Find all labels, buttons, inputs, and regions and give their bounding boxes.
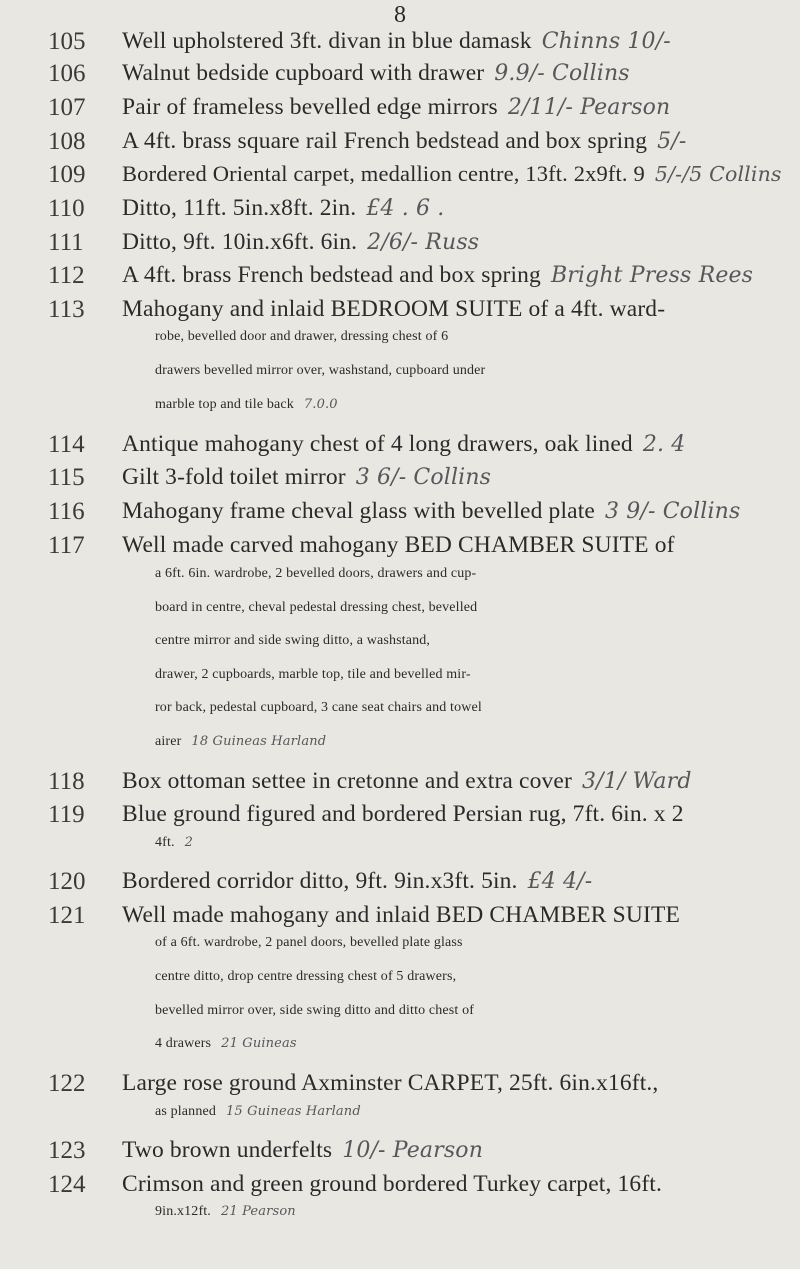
lot-description-line (155, 566, 800, 582)
lot-description-line (155, 363, 800, 379)
handwritten-annotation: 18 Guineas Harland (191, 734, 327, 749)
lot-description-text: Box ottoman settee in cretonne and extra cover (122, 768, 572, 794)
lot-number: 118 (48, 768, 85, 795)
lot-description-line (122, 128, 772, 155)
lot-description-line (122, 262, 772, 289)
lot-description-text: airer (155, 734, 182, 749)
lot-number: 119 (48, 801, 85, 828)
lot-number: 108 (48, 128, 86, 155)
lot-number: 120 (48, 868, 86, 895)
lot-number: 117 (48, 532, 85, 559)
lot-description-text: Bordered Oriental carpet, medallion centre, 13ft. 2x9ft. 9 (122, 161, 645, 186)
handwritten-annotation: 9.9/- Collins (494, 61, 630, 86)
page-number: 8 (394, 2, 406, 28)
lot-description-line (122, 464, 772, 491)
lot-number: 116 (48, 498, 85, 525)
lot-description-text: Two brown underfelts (122, 1137, 333, 1163)
lot-description-line (122, 1137, 772, 1164)
lot-description-text: drawers bevelled mirror over, washstand, cupboard under (155, 363, 486, 378)
handwritten-annotation: 2. 4 (642, 432, 686, 457)
lot-description-text: Blue ground figured and bordered Persian rug, 7ft. 6in. x 2 (122, 801, 684, 827)
lot-description-text: Well made carved mahogany BED CHAMBER SUITE of (122, 532, 675, 558)
lot-description-text: drawer, 2 cupboards, marble top, tile and bevelled mir- (155, 667, 471, 682)
lot-description-text: Mahogany and inlaid BEDROOM SUITE of a 4ft. ward- (122, 296, 666, 322)
lot-description-text: Crimson and green ground bordered Turkey carpet, 16ft. (122, 1171, 662, 1197)
lot-description-text: 4 drawers (155, 1036, 212, 1051)
lot-description-text: Gilt 3-fold toilet mirror (122, 464, 346, 490)
lot-description-line (122, 60, 772, 87)
lot-description-line (155, 667, 800, 683)
lot-description-line (122, 94, 772, 121)
lot-description-text: Ditto, 9ft. 10in.x6ft. 6in. (122, 229, 358, 255)
lot-number: 109 (48, 161, 86, 188)
lot-number: 122 (48, 1070, 86, 1097)
handwritten-annotation: Bright Press Rees (550, 263, 754, 288)
lot-description-line (122, 768, 772, 795)
lot-description-text: ror back, pedestal cupboard, 3 cane seat chairs and towel (155, 700, 482, 715)
lot-description-text: Large rose ground Axminster CARPET, 25ft. 6in.x16ft., (122, 1070, 659, 1096)
lot-description-text: Walnut bedside cupboard with drawer (122, 60, 485, 86)
handwritten-annotation: 2 (184, 835, 194, 850)
handwritten-annotation: 3/1/ Ward (581, 769, 692, 794)
lot-description-text: centre mirror and side swing ditto, a washstand, (155, 633, 431, 648)
lot-description-text: Well upholstered 3ft. divan in blue damask (122, 28, 532, 54)
lot-description-line (122, 801, 772, 828)
lot-description-line (155, 1003, 800, 1019)
handwritten-annotation: £4 . 6 . (366, 196, 445, 221)
lot-description-text: centre ditto, drop centre dressing chest of 5 drawers, (155, 969, 457, 984)
lot-number: 106 (48, 60, 86, 87)
lot-description-line (155, 734, 800, 750)
lot-description-text: of a 6ft. wardrobe, 2 panel doors, bevelled plate glass (155, 935, 463, 950)
handwritten-annotation: 2/6/- Russ (367, 230, 480, 255)
lot-description-line (122, 902, 772, 929)
lot-description-line (155, 1036, 800, 1052)
lot-number: 123 (48, 1137, 86, 1164)
handwritten-annotation: 7.0.0 (303, 397, 338, 412)
lot-description-text: Mahogany frame cheval glass with bevelled plate (122, 498, 595, 524)
lot-description-line (122, 195, 772, 222)
lot-number: 110 (48, 195, 85, 222)
lot-description-line (155, 1204, 800, 1220)
lot-description-text: 4ft. (155, 835, 175, 850)
lot-number: 107 (48, 94, 86, 121)
lot-description-text: Ditto, 11ft. 5in.x8ft. 2in. (122, 195, 357, 221)
lot-description-line (155, 397, 800, 413)
lot-description-text: a 6ft. 6in. wardrobe, 2 bevelled doors, drawers and cup- (155, 566, 477, 581)
handwritten-annotation: 3 9/- Collins (604, 499, 741, 524)
handwritten-annotation: 15 Guineas Harland (225, 1104, 361, 1119)
lot-description-line (155, 600, 800, 616)
lot-description-line (122, 1070, 772, 1097)
lot-number: 113 (48, 296, 85, 323)
lot-description-text: as planned (155, 1104, 216, 1119)
lot-description-line (155, 329, 800, 345)
lot-number: 105 (48, 28, 86, 55)
lot-description-text: A 4ft. brass square rail French bedstead and box spring (122, 128, 648, 154)
lot-description-text: 9in.x12ft. (155, 1204, 211, 1219)
lot-description-text: Bordered corridor ditto, 9ft. 9in.x3ft. 5in. (122, 868, 518, 894)
lot-number: 115 (48, 464, 85, 491)
handwritten-annotation: 21 Pearson (220, 1204, 296, 1219)
lot-number: 111 (48, 229, 84, 256)
lot-number: 124 (48, 1171, 86, 1198)
lot-description-line (122, 229, 772, 256)
lot-description-line (122, 1171, 772, 1198)
lot-description-line (122, 296, 772, 323)
handwritten-annotation: 3 6/- Collins (355, 465, 492, 490)
lot-description-line (155, 835, 800, 851)
lot-description-line (122, 431, 772, 458)
lot-description-text: robe, bevelled door and drawer, dressing chest of 6 (155, 329, 449, 344)
handwritten-annotation: 10/- Pearson (342, 1138, 484, 1163)
handwritten-annotation: 5/-/5 Collins (654, 162, 782, 186)
lot-description-line (122, 498, 772, 525)
lot-description-text: bevelled mirror over, side swing ditto and ditto chest of (155, 1003, 475, 1018)
handwritten-annotation: 21 Guineas (221, 1036, 297, 1051)
lot-description-line (155, 1104, 800, 1120)
lot-number: 121 (48, 902, 86, 929)
lot-description-line (122, 161, 782, 187)
handwritten-annotation: 2/11/- Pearson (507, 95, 671, 120)
lot-description-line (122, 868, 772, 895)
lot-description-text: marble top and tile back (155, 397, 294, 412)
lot-number: 114 (48, 431, 85, 458)
lot-description-line (122, 28, 772, 55)
lot-description-line (155, 633, 800, 649)
lot-description-line (155, 935, 800, 951)
lot-description-text: A 4ft. brass French bedstead and box spring (122, 262, 541, 288)
handwritten-annotation: 5/- (657, 129, 687, 154)
lot-number: 112 (48, 262, 85, 289)
lot-description-line (155, 969, 800, 985)
lot-description-line (122, 532, 772, 559)
lot-description-line (155, 700, 800, 716)
handwritten-annotation: Chinns 10/- (541, 29, 671, 54)
lot-description-text: board in centre, cheval pedestal dressing chest, bevelled (155, 600, 478, 615)
lot-description-text: Pair of frameless bevelled edge mirrors (122, 94, 498, 120)
lot-description-text: Antique mahogany chest of 4 long drawers, oak lined (122, 431, 633, 457)
lot-description-text: Well made mahogany and inlaid BED CHAMBER SUITE (122, 902, 680, 928)
handwritten-annotation: £4 4/- (527, 869, 593, 894)
